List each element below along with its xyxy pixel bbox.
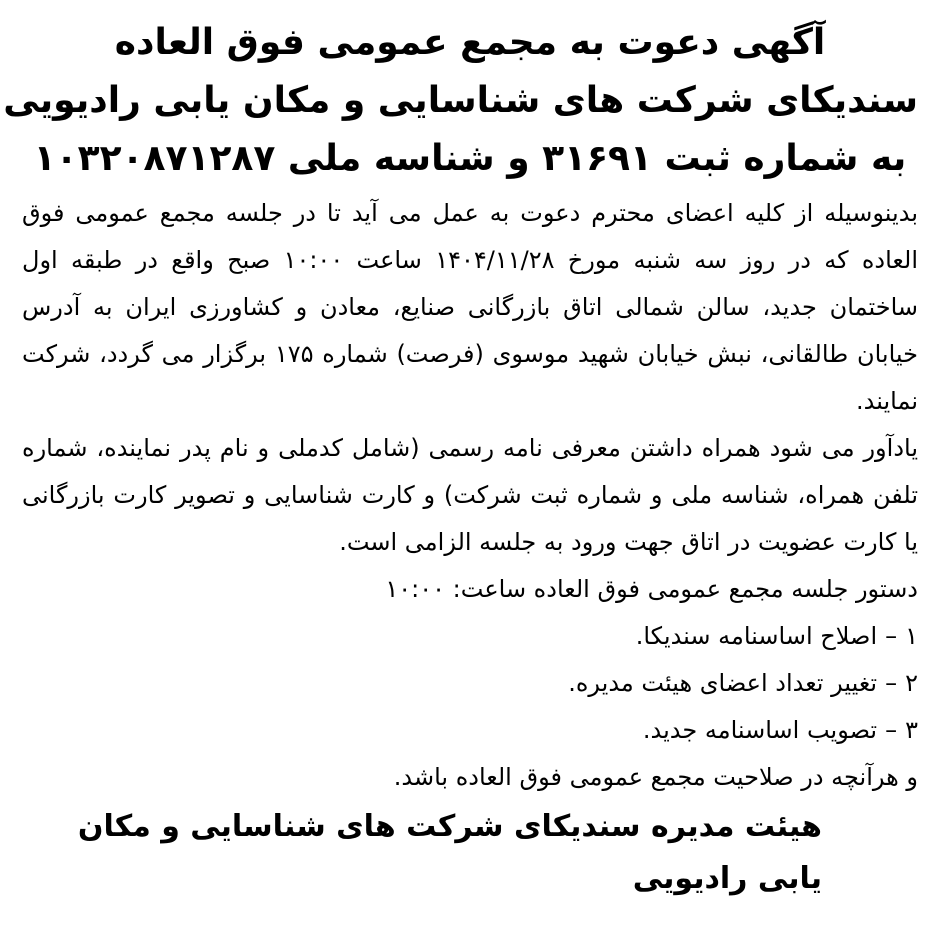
title-line-1: آگهی دعوت به مجمع عمومی فوق العاده <box>114 22 826 63</box>
agenda-item-text: تصویب اساسنامه جدید. <box>642 716 878 744</box>
agenda-item-text: تغییر تعداد اعضای هیئت مدیره. <box>568 669 878 697</box>
agenda-item-number: ۱ <box>905 622 918 650</box>
agenda-item <box>22 707 918 754</box>
notice-title <box>3 14 918 188</box>
reminder-paragraph: یادآور می شود همراه داشتن معرفی نامه رسمی (شامل کدملی و نام پدر نماینده، شماره تلفن همراه، شناسه ملی و شماره ثبت شرکت) و کارت شناسایی و تصویر کارت بازرگانی یا کارت عضویت در اتاق جهت ورود به جلسه الزامی است. <box>22 434 918 556</box>
agenda-item-dash: – <box>885 669 898 697</box>
agenda-list <box>22 613 918 754</box>
title-line-2: سندیکای شرکت های شناسایی و مکان یابی رادیویی <box>3 80 918 121</box>
closing-line: و هرآنچه در صلاحیت مجمع عمومی فوق العاده باشد. <box>393 763 918 791</box>
agenda-item-dash: – <box>885 716 898 744</box>
invitation-paragraph: بدینوسیله از کلیه اعضای محترم دعوت به عمل می آید تا در جلسه مجمع عمومی فوق العاده که در روز سه شنبه مورخ ۱۴۰۴/۱۱/۲۸ ساعت ۱۰:۰۰ صبح واقع در طبقه اول ساختمان جدید، سالن شمالی اتاق بازرگانی صنایع، معادن و کشاورزی ایران به آدرس خیابان طالقانی، نبش خیابان شهید موسوی (فرصت) شماره ۱۷۵ برگزار می گردد، شرکت نمایند. <box>22 199 918 415</box>
agenda-item-dash: – <box>885 622 898 650</box>
agenda-item <box>22 660 918 707</box>
agenda-item-number: ۳ <box>905 716 918 744</box>
agenda-item-text: اصلاح اساسنامه سندیکا. <box>635 622 878 650</box>
agenda-item <box>22 613 918 660</box>
agenda-intro: دستور جلسه مجمع عمومی فوق العاده ساعت: ۱۰:۰۰ <box>385 575 918 603</box>
title-line-3: به شماره ثبت ۳۱۶۹۱ و شناسه ملی ۱۰۳۲۰۸۷۱۲۸۷ <box>33 138 907 179</box>
agenda-item-number: ۲ <box>905 669 918 697</box>
signature: هیئت مدیره سندیکای شرکت های شناسایی و مکان یابی رادیویی <box>77 809 822 896</box>
